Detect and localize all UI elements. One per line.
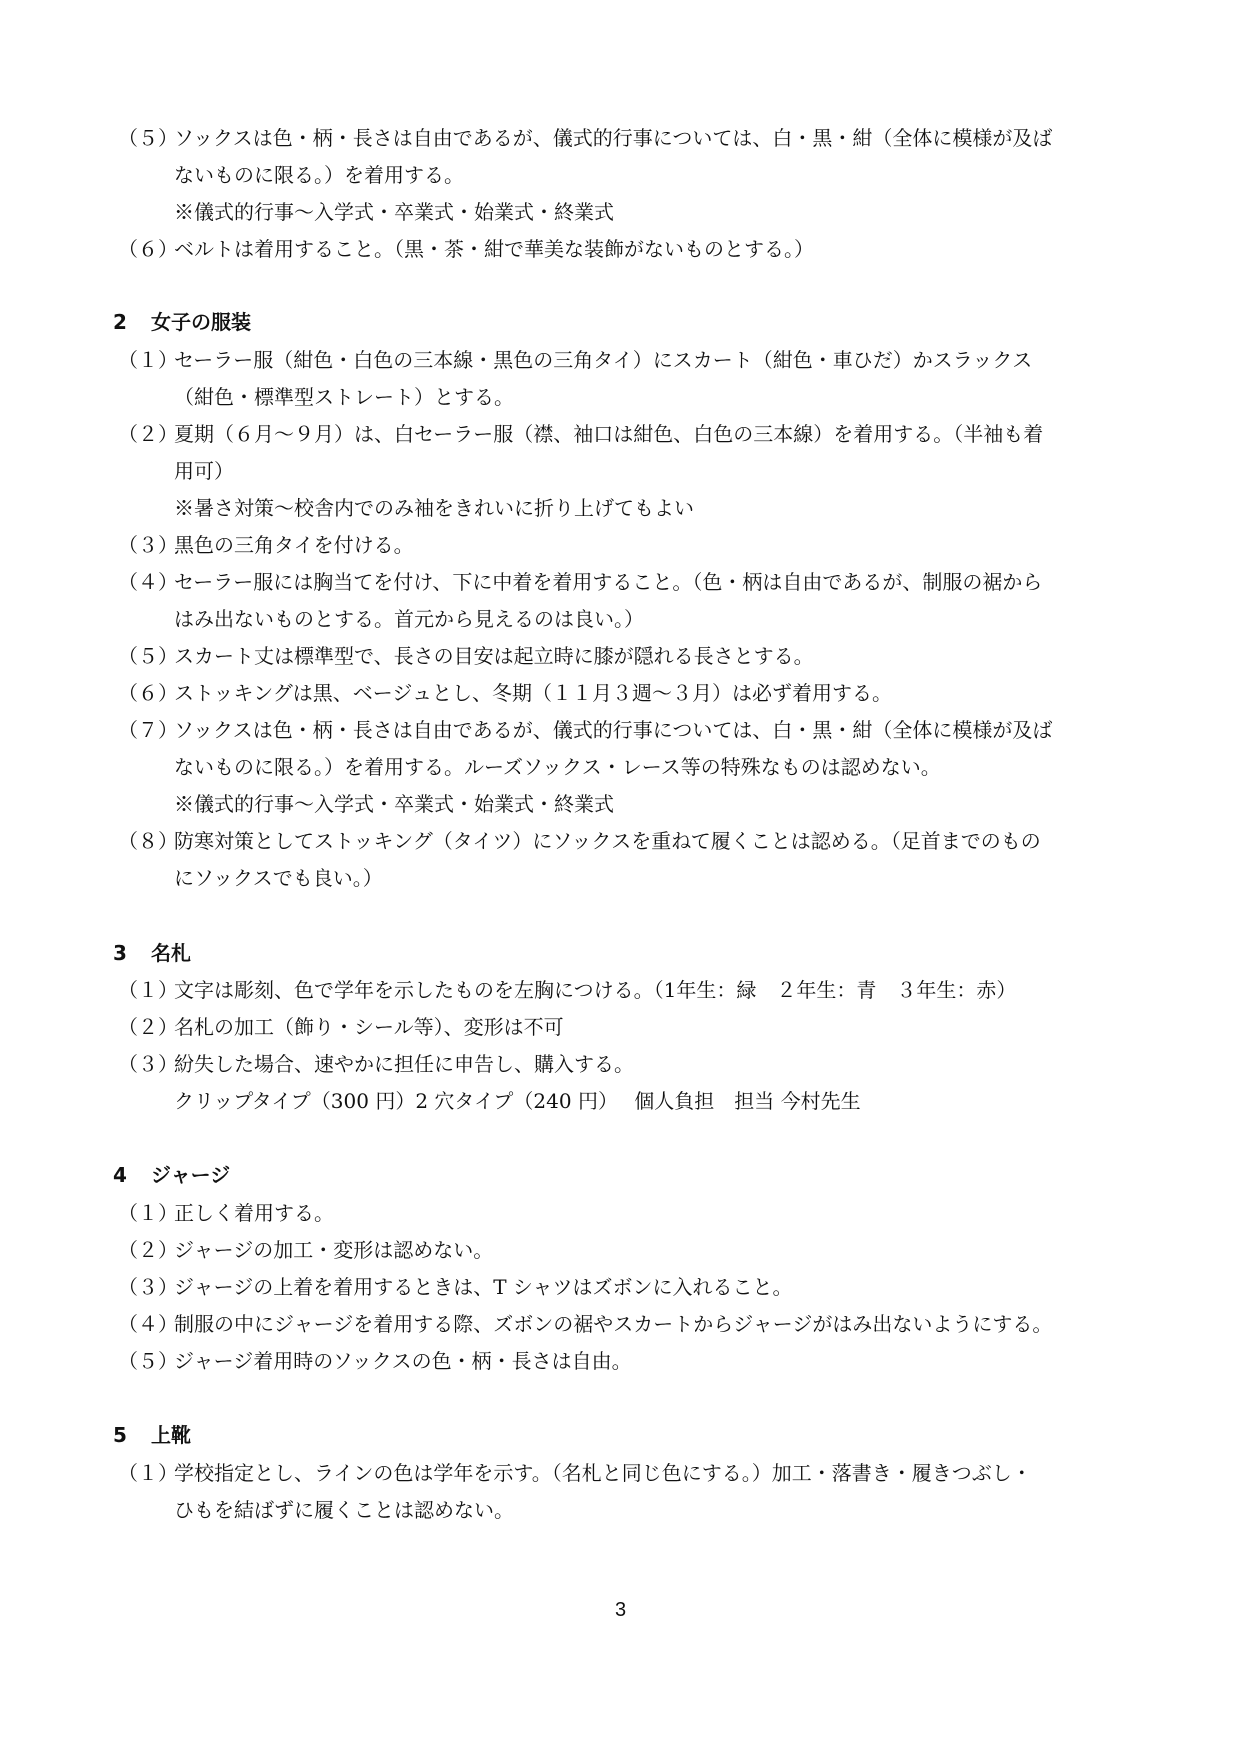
item-text-continued: ひもを結ばずに履くことは認めない。	[174, 1498, 514, 1522]
item-number: （４）	[118, 1312, 178, 1336]
item-text-continued: ないものに限る。）を着用する。ルーズソックス・レース等の特殊なものは認めない。	[174, 755, 941, 779]
item-text: 黒色の三角タイを付ける。	[174, 533, 414, 557]
item-text: ソックスは色・柄・長さは自由であるが、儀式的行事については、白・黒・紺（全体に模様が及ば	[174, 126, 1053, 150]
section-number: 2	[113, 310, 127, 334]
section-number: 3	[113, 941, 127, 965]
item-text: 文字は彫刻、色で学年を示したものを左胸につける。（1年生：緑 ２年生：青 ３年生：赤）	[174, 978, 1017, 1002]
section-title: 上靴	[151, 1423, 191, 1447]
item-number: （５）	[118, 644, 178, 668]
item-number: （４）	[118, 570, 178, 594]
item-number: （２）	[118, 1015, 178, 1039]
section-title: 女子の服装	[151, 310, 251, 334]
section-heading	[113, 941, 191, 965]
item-text-continued: はみ出ないものとする。首元から見えるのは良い。）	[174, 607, 644, 631]
item-text: ジャージ着用時のソックスの色・柄・長さは自由。	[174, 1349, 632, 1373]
item-text: 正しく着用する。	[174, 1201, 334, 1225]
item-number: （８）	[118, 829, 178, 853]
item-number: （２）	[118, 1238, 178, 1262]
item-text: 防寒対策としてストッキング（タイツ）にソックスを重ねて履くことは認める。（足首までのもの	[174, 829, 1041, 853]
item-number: （３）	[118, 1052, 178, 1076]
item-number: （６）	[118, 237, 178, 261]
section-number: 5	[113, 1423, 127, 1447]
item-number: （６）	[118, 681, 178, 705]
item-number: （３）	[118, 533, 178, 557]
item-number: （１）	[118, 1201, 178, 1225]
item-note: ※暑さ対策～校舎内でのみ袖をきれいに折り上げてもよい	[174, 496, 694, 520]
item-text-continued: クリップタイプ（300 円）2 穴タイプ（240 円） 個人負担 担当 今村先生	[174, 1089, 861, 1113]
item-text: 紛失した場合、速やかに担任に申告し、購入する。	[174, 1052, 634, 1076]
item-text: 夏期（６月～９月）は、白セーラー服（襟、袖口は紺色、白色の三本線）を着用する。（半袖も着	[174, 422, 1044, 446]
section-title: 名札	[151, 941, 191, 965]
item-text: ジャージの加工・変形は認めない。	[174, 1238, 494, 1262]
item-note: ※儀式的行事～入学式・卒業式・始業式・終業式	[174, 792, 614, 816]
section-heading	[113, 1423, 191, 1447]
item-text: 学校指定とし、ラインの色は学年を示す。（名札と同じ色にする。）加工・落書き・履きつぶし・	[174, 1461, 1032, 1485]
item-number: （１）	[118, 978, 178, 1002]
item-text-continued: にソックスでも良い。）	[174, 866, 383, 890]
item-text: スカート丈は標準型で、長さの目安は起立時に膝が隠れる長さとする。	[174, 644, 814, 668]
section-heading	[113, 1163, 230, 1187]
item-number: （３）	[118, 1275, 178, 1299]
item-number: （７）	[118, 718, 178, 742]
item-number: （１）	[118, 348, 178, 372]
item-text: 制服の中にジャージを着用する際、ズボンの裾やスカートからジャージがはみ出ないようにする。	[174, 1312, 1053, 1336]
item-text: 名札の加工（飾り・シール等）、変形は不可	[174, 1015, 564, 1039]
section-number: 4	[113, 1163, 127, 1187]
item-text: ジャージの上着を着用するときは、T シャツはズボンに入れること。	[174, 1275, 793, 1299]
section-title: ジャージ	[151, 1163, 231, 1187]
section-heading	[113, 310, 251, 334]
item-number: （５）	[118, 126, 178, 150]
item-number: （５）	[118, 1349, 178, 1373]
item-text-continued: ないものに限る。）を着用する。	[174, 163, 464, 187]
item-text-continued: 用可）	[174, 459, 234, 483]
item-number: （１）	[118, 1461, 178, 1485]
item-text-continued: （紺色・標準型ストレート）とする。	[174, 385, 514, 409]
item-text: ストッキングは黒、ベージュとし、冬期（１１月３週～３月）は必ず着用する。	[174, 681, 892, 705]
item-text: セーラー服には胸当てを付け、下に中着を着用すること。（色・柄は自由であるが、制服の裾から	[174, 570, 1043, 594]
item-number: （２）	[118, 422, 178, 446]
item-text: ソックスは色・柄・長さは自由であるが、儀式的行事については、白・黒・紺（全体に模様が及ば	[174, 718, 1053, 742]
item-text: ベルトは着用すること。（黒・茶・紺で華美な装飾がないものとする。）	[174, 237, 814, 261]
item-text: セーラー服（紺色・白色の三本線・黒色の三角タイ）にスカート（紺色・車ひだ）かスラックス	[174, 348, 1033, 372]
item-note: ※儀式的行事～入学式・卒業式・始業式・終業式	[174, 200, 614, 224]
page-number: 3	[614, 1599, 627, 1621]
